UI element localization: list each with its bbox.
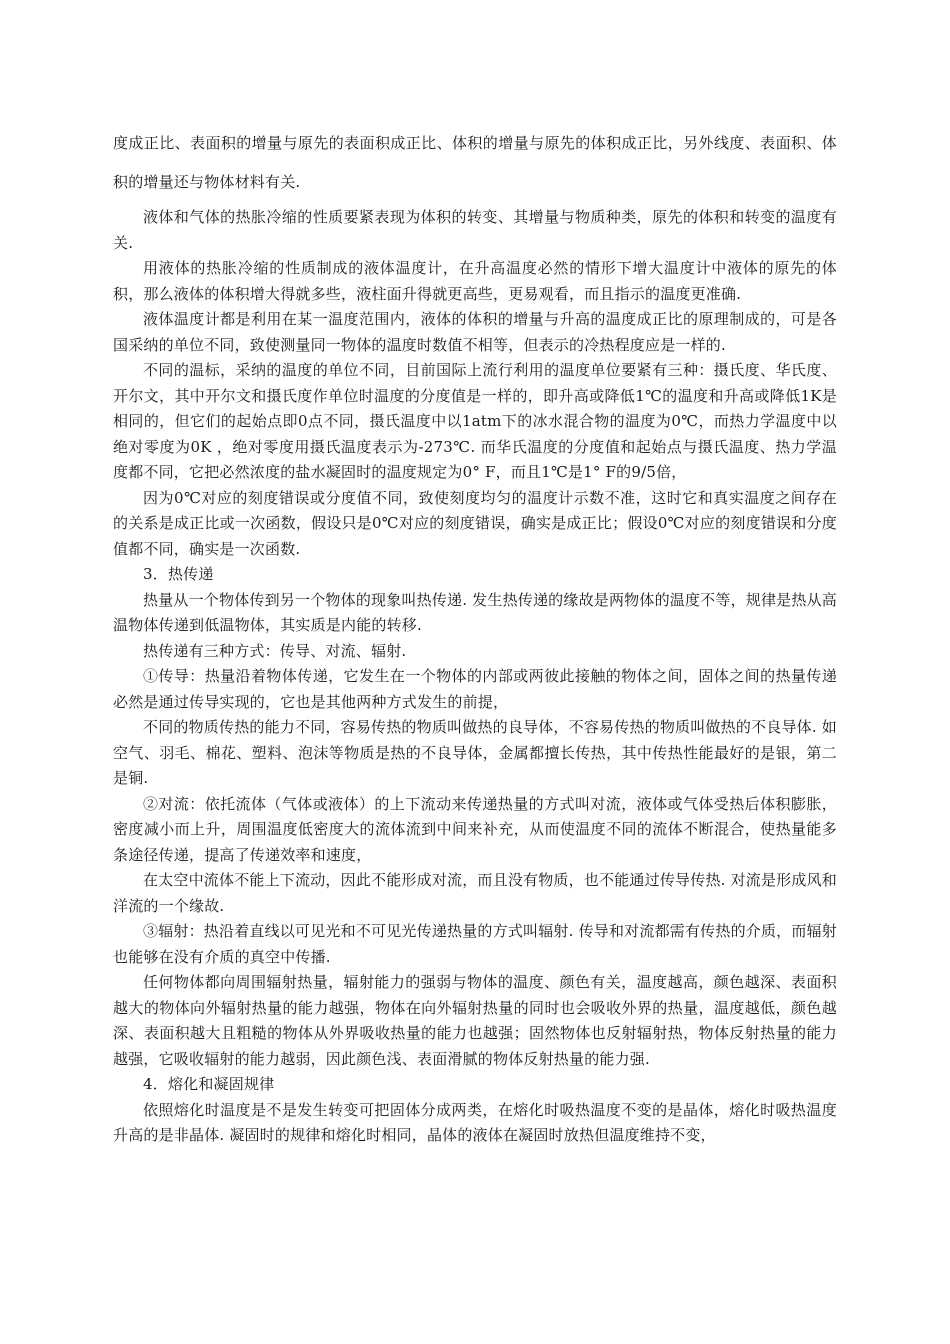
paragraph-liquid-thermometer: 用液体的热胀冷缩的性质制成的液体温度计，在升高温度必然的情形下增大温度计中液体的原先的体积，那么液体的体积增大得就多些，液柱面升得就更高些，更易观看，而且指示的温度更准确.: [113, 259, 837, 303]
document-page: [113, 124, 837, 1149]
paragraph-liquid-gas-expansion: 液体和气体的热胀冷缩的性质要紧表现为体积的转变、其增量与物质种类，原先的体积和转变的温度有关.: [113, 208, 837, 252]
paragraph-temperature-scales: 不同的温标，采纳的温度的单位不同，目前国际上流行利用的温度单位要紧有三种：摄氏度、华氏度、开尔文，其中开尔文和摄氏度作单位时温度的分度值是一样的，即升高或降低1℃的温度和升高或降低1K是相同的，但它们的起始点即0点不同，摄氏温度中以1atm下的冰水混合物的温度为0℃，而热力学温度中以绝对零度为0K ，绝对零度用摄氏温度表示为-273℃. 而华氏温度的分度值和起始点与摄氏温度、热力学温度都不同，它把必然浓度的盐水凝固时的温度规定为0° F，而且1℃是1° F的9/5倍，: [113, 361, 837, 481]
paragraph-convection: ②对流：依托流体（气体或液体）的上下流动来传递热量的方式叫对流，液体或气体受热后体积膨胀，密度减小而上升，周围温度低密度大的流体流到中间来补充，从而使温度不同的流体不断混合，使热量能多条途径传递，提高了传递效率和速度，: [113, 794, 837, 864]
paragraph-thermometer-principle: 液体温度计都是利用在某一温度范围内，液体的体积的增量与升高的温度成正比的原理制成的，可是各国采纳的单位不同，致使测量同一物体的温度时数值不相等，但表示的冷热程度应是一样的.: [113, 310, 837, 354]
paragraph-scale-error: 因为0℃对应的刻度错误或分度值不同，致使刻度均匀的温度计示数不准，这时它和真实温度之间存在的关系是成正比或一次函数，假设只是0℃对应的刻度错误，确实是成正比；假设0℃对应的刻度错误和分度值都不同，确实是一次函数.: [113, 488, 837, 558]
paragraph-radiation-ability: 任何物体都向周围辐射热量，辐射能力的强弱与物体的温度、颜色有关，温度越高，颜色越深、表面积越大的物体向外辐射热量的能力越强，物体在向外辐射热量的同时也会吸收外界的热量，温度越低，颜色越深、表面积越大且粗糙的物体从外界吸收热量的能力也越强；固然物体也反射辐射热，物体反射热量的能力越强，它吸收辐射的能力越弱，因此颜色浅、表面滑腻的物体反射热量的能力强.: [113, 973, 837, 1068]
section-heading-heat-transfer: 3．热传递: [143, 565, 214, 583]
paragraph-convection-space: 在太空中流体不能上下流动，因此不能形成对流，而且没有物质，也不能通过传导传热. 对流是形成风和洋流的一个缘故.: [113, 871, 837, 915]
paragraph-expansion-continued: 度成正比、表面积的增量与原先的表面积成正比、体积的增量与原先的体积成正比，另外线度、表面积、体积的增量还与物体材料有关.: [113, 134, 837, 191]
paragraph-radiation: ③辐射：热沿着直线以可见光和不可见光传递热量的方式叫辐射. 传导和对流都需有传热的介质，而辐射也能够在没有介质的真空中传播.: [113, 922, 837, 966]
paragraph-conductors: 不同的物质传热的能力不同，容易传热的物质叫做热的良导体，不容易传热的物质叫做热的不良导体. 如空气、羽毛、棉花、塑料、泡沫等物质是热的不良导体，金属都擅长传热，其中传热性能最好的是银，第二是铜.: [113, 718, 837, 787]
paragraph-melting-rules: 依照熔化时温度是不是发生转变可把固体分成两类，在熔化时吸热温度不变的是晶体，熔化时吸热温度升高的是非晶体. 凝固时的规律和熔化时相同，晶体的液体在凝固时放热但温度维持不变，: [113, 1100, 837, 1144]
section-heading-melting: 4．熔化和凝固规律: [143, 1075, 275, 1093]
paragraph-heat-transfer-definition: 热量从一个物体传到另一个物体的现象叫热传递. 发生热传递的缘故是两物体的温度不等，规律是热从高温物体传递到低温物体，其实质是内能的转移.: [113, 590, 837, 634]
paragraph-conduction: ①传导：热量沿着物体传递，它发生在一个物体的内部或两彼此接触的物体之间，固体之间的热量传递必然是通过传导实现的，它也是其他两种方式发生的前提，: [113, 667, 837, 711]
paragraph-three-methods: 热传递有三种方式：传导、对流、辐射.: [143, 641, 407, 660]
